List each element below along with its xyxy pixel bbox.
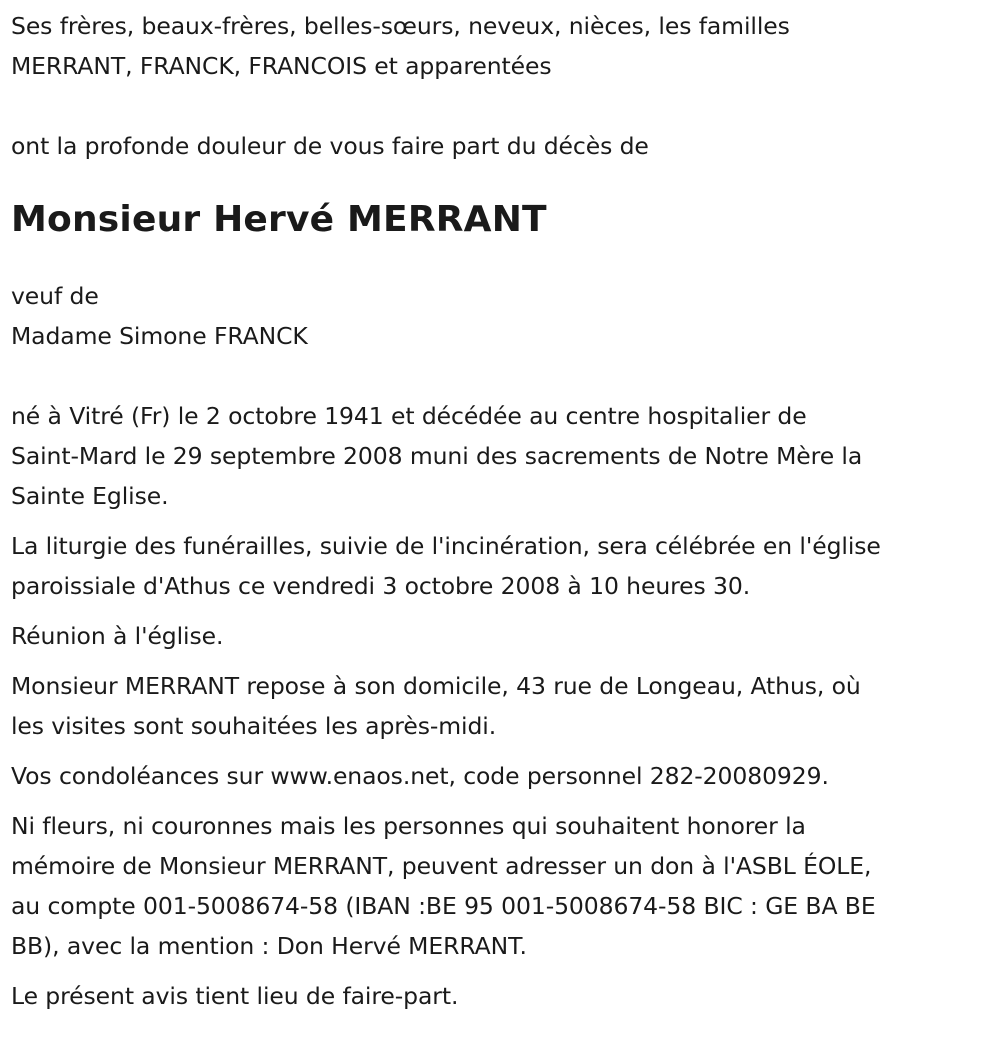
repose-line-2: les visites sont souhaitées les après-midi. (11, 712, 497, 740)
spacer (11, 966, 988, 976)
flowers-paragraph (11, 806, 988, 966)
family-intro (11, 6, 988, 86)
family-intro-line-1: Ses frères, beaux-frères, belles-sœurs, neveux, nièces, les familles (11, 12, 790, 40)
family-intro-line-2: MERRANT, FRANCK, FRANCOIS et apparentées (11, 52, 552, 80)
announcement-text: ont la profonde douleur de vous faire part du décès de (11, 132, 649, 160)
repose-line-1: Monsieur MERRANT repose à son domicile, 43 rue de Longeau, Athus, où (11, 672, 861, 700)
flowers-line-3: au compte 001-5008674-58 (IBAN :BE 95 001-5008674-58 BIC : GE BA BE (11, 892, 876, 920)
repose-paragraph (11, 666, 988, 746)
condolences-text: Vos condoléances sur www.enaos.net, code personnel 282-20080929. (11, 762, 829, 790)
liturgy-paragraph (11, 526, 988, 606)
birth-line-3: Sainte Eglise. (11, 482, 169, 510)
spacer (11, 606, 988, 616)
birth-line-2: Saint-Mard le 29 septembre 2008 muni des sacrements de Notre Mère la (11, 442, 863, 470)
reunion-text: Réunion à l'église. (11, 622, 224, 650)
liturgy-line-1: La liturgie des funérailles, suivie de l'incinération, sera célébrée en l'église (11, 532, 881, 560)
spacer (11, 656, 988, 666)
widower-line-2: Madame Simone FRANCK (11, 322, 308, 350)
flowers-line-1: Ni fleurs, ni couronnes mais les personnes qui souhaitent honorer la (11, 812, 806, 840)
liturgy-line-2: paroissiale d'Athus ce vendredi 3 octobre 2008 à 10 heures 30. (11, 572, 751, 600)
flowers-line-4: BB), avec la mention : Don Hervé MERRANT. (11, 932, 527, 960)
flowers-line-2: mémoire de Monsieur MERRANT, peuvent adresser un don à l'ASBL ÉOLE, (11, 852, 872, 880)
birth-line-1: né à Vitré (Fr) le 2 octobre 1941 et décédée au centre hospitalier de (11, 402, 807, 430)
widower-block (11, 276, 988, 356)
widower-line-1: veuf de (11, 282, 99, 310)
spacer (11, 86, 988, 126)
spacer (11, 356, 988, 396)
closing-text: Le présent avis tient lieu de faire-part. (11, 982, 459, 1010)
deceased-name: Monsieur Hervé MERRANT (11, 199, 547, 240)
birth-death-paragraph (11, 396, 988, 516)
spacer (11, 516, 988, 526)
spacer (11, 796, 988, 806)
spacer (11, 746, 988, 756)
